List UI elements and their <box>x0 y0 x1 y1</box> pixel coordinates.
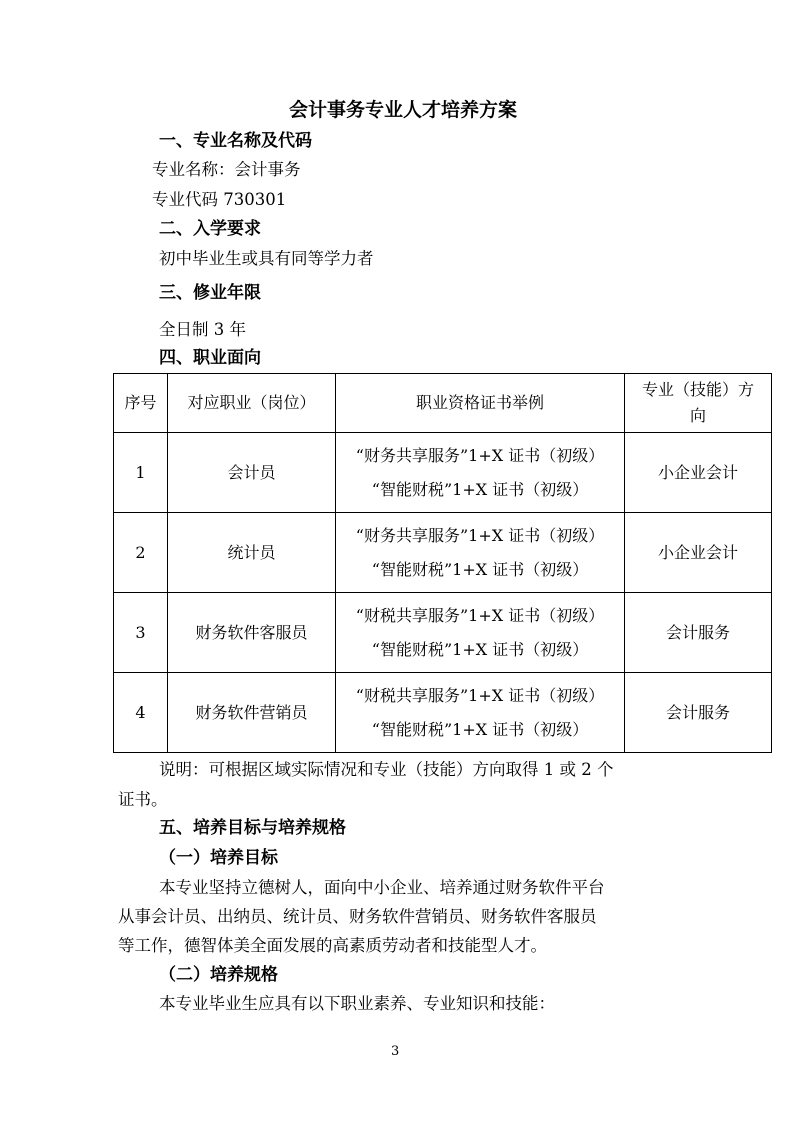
section-2-heading: 二、入学要求 <box>159 219 261 239</box>
cert-line-2: “智能财税”1+X 证书（初级） <box>371 479 589 499</box>
table-row <box>114 513 772 593</box>
header-direction-line1: 专业（技能）方 <box>641 380 754 399</box>
row-direction: 小企业会计 <box>625 433 772 513</box>
study-duration: 全日制 3 年 <box>159 320 246 339</box>
header-direction-line2: 向 <box>689 406 706 425</box>
row-no: 2 <box>114 513 168 593</box>
cert-line-2: “智能财税”1+X 证书（初级） <box>371 559 589 579</box>
header-no: 序号 <box>114 374 168 433</box>
document-title: 会计事务专业人才培养方案 <box>289 99 518 121</box>
section-4-heading: 四、职业面向 <box>159 348 261 368</box>
training-spec-text: 本专业毕业生应具有以下职业素养、专业知识和技能： <box>159 994 555 1013</box>
cert-line-1: “财务共享服务”1+X 证书（初级） <box>355 525 605 545</box>
table-row <box>114 433 772 513</box>
header-direction <box>625 374 772 433</box>
row-no: 4 <box>114 673 168 753</box>
training-goal-line-2: 从事会计员、出纳员、统计员、财务软件营销员、财务软件客服员 <box>118 907 597 926</box>
table-header-row <box>114 374 772 433</box>
major-code: 专业代码 730301 <box>152 190 287 209</box>
row-direction: 会计服务 <box>625 673 772 753</box>
subsection-2-heading: （二）培养规格 <box>159 965 278 985</box>
cert-line-1: “财税共享服务”1+X 证书（初级） <box>355 685 605 705</box>
subsection-1-heading: （一）培养目标 <box>159 848 278 868</box>
section-5-heading: 五、培养目标与培养规格 <box>159 818 346 838</box>
row-direction: 会计服务 <box>625 593 772 673</box>
row-no: 1 <box>114 433 168 513</box>
cert-line-2: “智能财税”1+X 证书（初级） <box>371 639 589 659</box>
header-cert: 职业资格证书举例 <box>336 374 625 433</box>
admission-requirement: 初中毕业生或具有同等学力者 <box>159 249 374 268</box>
section-3-heading: 三、修业年限 <box>159 283 261 303</box>
page-number: 3 <box>391 1044 400 1059</box>
cert-line-1: “财务共享服务”1+X 证书（初级） <box>355 445 605 465</box>
table-note-line-2: 证书。 <box>118 790 168 809</box>
table-row <box>114 673 772 753</box>
row-cert <box>336 433 625 513</box>
cert-line-2: “智能财税”1+X 证书（初级） <box>371 719 589 739</box>
row-job: 财务软件客服员 <box>168 593 336 673</box>
row-cert <box>336 593 625 673</box>
row-job: 财务软件营销员 <box>168 673 336 753</box>
header-job: 对应职业（岗位） <box>168 374 336 433</box>
table-note-line-1: 说明：可根据区域实际情况和专业（技能）方向取得 1 或 2 个 <box>159 760 614 779</box>
row-no: 3 <box>114 593 168 673</box>
table-row <box>114 593 772 673</box>
row-direction: 小企业会计 <box>625 513 772 593</box>
training-goal-line-3: 等工作，德智体美全面发展的高素质劳动者和技能型人才。 <box>118 936 547 955</box>
row-cert <box>336 673 625 753</box>
row-job: 统计员 <box>168 513 336 593</box>
row-job: 会计员 <box>168 433 336 513</box>
training-goal-line-1: 本专业坚持立德树人，面向中小企业、培养通过财务软件平台 <box>159 878 605 897</box>
row-cert <box>336 513 625 593</box>
cert-line-1: “财税共享服务”1+X 证书（初级） <box>355 605 605 625</box>
career-orientation-table <box>113 373 772 753</box>
major-name: 专业名称：会计事务 <box>152 160 301 179</box>
section-1-heading: 一、专业名称及代码 <box>159 131 312 151</box>
